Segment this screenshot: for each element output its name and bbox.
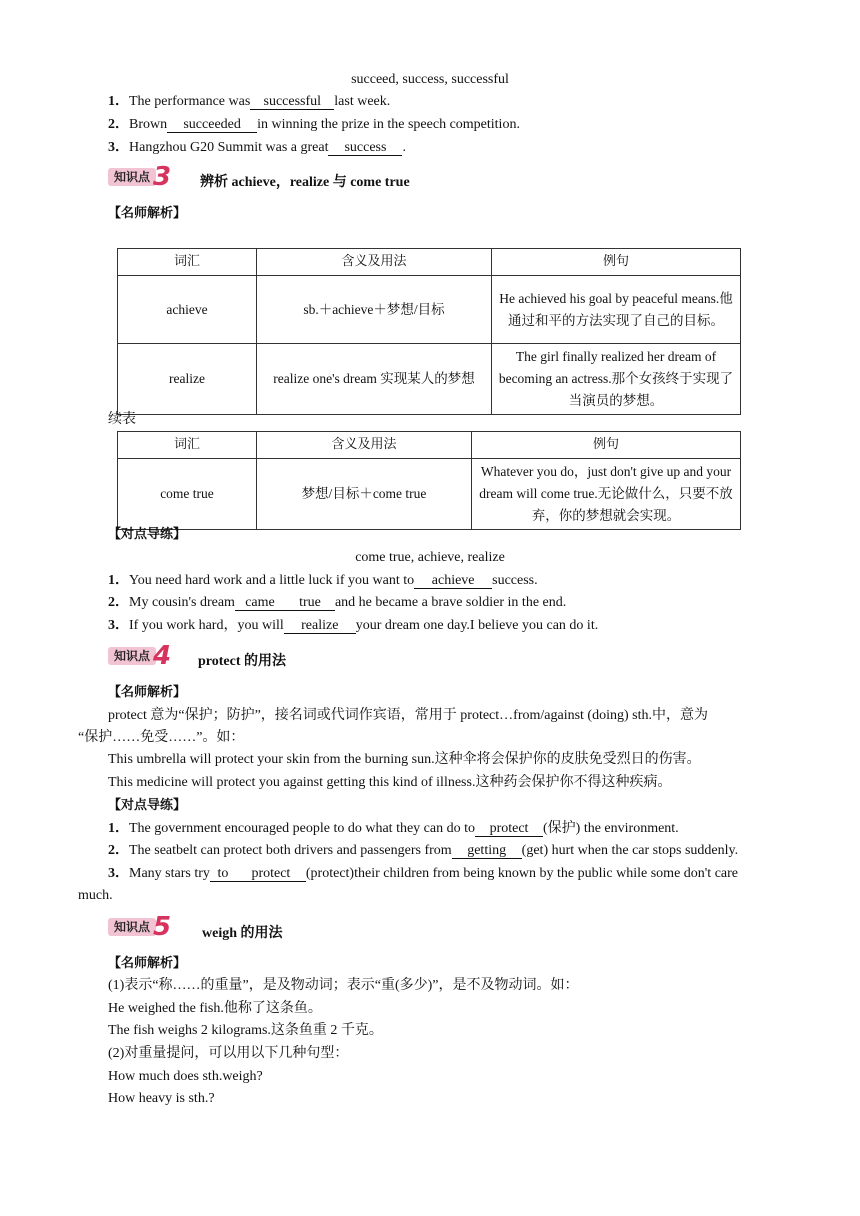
explanation-text: protect 意为“保护；防护”，接名词或代词作宾语，常用于 protect…from/against (doing) sth.中，意为 — [108, 708, 708, 723]
analysis-label: 【名师解析】 — [108, 685, 187, 700]
badge-number: 3 — [153, 162, 172, 192]
badge-label: 知识点 — [108, 647, 156, 665]
answer-blank[interactable]: success — [328, 140, 402, 156]
item-text: your dream one day.I believe you can do it. — [355, 618, 599, 633]
item-text: last week. — [334, 94, 391, 109]
item-text: Brown — [129, 117, 168, 132]
item-text: Hangzhou G20 Summit was a great — [129, 140, 329, 155]
answer-blank[interactable]: protect — [236, 866, 306, 882]
table-header-row — [118, 249, 741, 276]
header-cell: 词汇 — [118, 249, 257, 276]
table-header-row — [118, 432, 741, 459]
item-text: You need hard work and a little luck if you want to — [129, 573, 415, 588]
explanation-text: “保护……免受……”。如： — [78, 730, 245, 745]
item-text: (get) hurt when the car stops suddenly. — [521, 843, 739, 858]
exercise-item — [108, 842, 738, 860]
vocab-table — [117, 248, 741, 415]
item-text: The performance was — [129, 94, 251, 109]
answer-blank[interactable]: true — [285, 595, 335, 611]
exercise-item — [108, 865, 738, 883]
example-sentence: He weighed the fish.他称了这条鱼。 — [108, 1001, 322, 1016]
sentence-pattern: How heavy is sth.? — [108, 1091, 215, 1106]
knowledge-point-badge — [108, 641, 172, 671]
exercise-item — [108, 572, 538, 590]
practice-label: 【对点导练】 — [108, 527, 187, 542]
answer-blank[interactable]: succeeded — [167, 117, 257, 133]
exercise-item — [108, 617, 598, 635]
knowledge-point-title: protect 的用法 — [198, 654, 286, 669]
knowledge-point-badge — [108, 162, 172, 192]
answer-blank[interactable]: to — [210, 866, 236, 882]
knowledge-point-title: weigh 的用法 — [202, 926, 283, 941]
item-text: The government encouraged people to do what they can do to — [129, 821, 475, 836]
practice-label: 【对点导练】 — [108, 798, 187, 813]
item-number: 3． — [108, 618, 129, 633]
exercise-item — [108, 93, 390, 111]
header-cell: 含义及用法 — [257, 249, 492, 276]
exercise-item-continued: much. — [78, 888, 113, 903]
item-number: 1． — [108, 573, 129, 588]
badge-number: 5 — [153, 912, 172, 942]
item-text: Many stars try — [129, 866, 210, 881]
item-text: . — [402, 140, 406, 155]
item-number: 2． — [108, 843, 129, 858]
answer-blank[interactable]: achieve — [414, 573, 492, 589]
table-row — [118, 344, 741, 415]
usage-cell: 梦想/目标＋come true — [257, 459, 472, 530]
word-cell: come true — [118, 459, 257, 530]
usage-cell: realize one's dream 实现某人的梦想 — [257, 344, 492, 415]
item-number: 1． — [108, 94, 129, 109]
badge-label: 知识点 — [108, 918, 156, 936]
word-list-1: succeed, success, successful — [351, 72, 509, 87]
example-cn: 他通过和平的方法实现了自己的目标。 — [508, 290, 733, 328]
item-number: 1． — [108, 821, 129, 836]
exercise-item — [108, 594, 566, 612]
explanation-text: (1)表示“称……的重量”，是及物动词；表示“重(多少)”，是不及物动词。如： — [108, 978, 579, 993]
header-cell: 例句 — [492, 249, 741, 276]
knowledge-point-badge — [108, 912, 172, 942]
item-number: 3． — [108, 866, 129, 881]
analysis-label: 【名师解析】 — [108, 206, 187, 221]
table-row — [118, 276, 741, 344]
example-sentence: This medicine will protect you against getting this kind of illness.这种药会保护你不得这种疾病。 — [108, 775, 672, 790]
badge-label: 知识点 — [108, 168, 156, 186]
example-en: The girl finally realized her dream of becoming an actress. — [498, 349, 717, 386]
example-en: Whatever you do，just don't give up and your dream will come true. — [479, 464, 732, 501]
example-cell — [492, 344, 741, 415]
badge-number: 4 — [153, 641, 172, 671]
item-number: 3． — [108, 140, 129, 155]
example-cn: 那个女孩终于实现了当演员的梦想。 — [568, 371, 734, 408]
item-text: (保护) the environment. — [543, 821, 679, 836]
exercise-item — [108, 116, 520, 134]
item-text: If you work hard，you will — [129, 618, 284, 633]
knowledge-point-title: 辨析 achieve，realize 与 come true — [200, 175, 410, 190]
usage-cell: sb.＋achieve＋梦想/目标 — [257, 276, 492, 344]
answer-blank[interactable]: realize — [284, 618, 356, 634]
word-cell: achieve — [118, 276, 257, 344]
word-list-2: come true, achieve, realize — [355, 550, 505, 565]
word-cell: realize — [118, 344, 257, 415]
header-cell: 词汇 — [118, 432, 257, 459]
vocab-table-continued — [117, 431, 741, 530]
continued-label: 续表 — [108, 412, 136, 427]
example-cell — [492, 276, 741, 344]
item-text: success. — [492, 573, 538, 588]
example-en: He achieved his goal by peaceful means. — [499, 290, 720, 306]
example-cn: 无论做什么，只要不放弃，你的梦想就会实现。 — [531, 486, 733, 523]
item-number: 2． — [108, 595, 129, 610]
item-text: (protect)their children from being known by the public while some don't care — [305, 866, 739, 881]
answer-blank[interactable]: getting — [452, 843, 522, 859]
answer-blank[interactable]: came — [235, 595, 285, 611]
example-cell — [472, 459, 741, 530]
item-number: 2． — [108, 117, 129, 132]
item-text: My cousin's dream — [129, 595, 235, 610]
header-cell: 含义及用法 — [257, 432, 472, 459]
answer-blank[interactable]: protect — [475, 821, 543, 837]
analysis-label: 【名师解析】 — [108, 956, 187, 971]
example-sentence: The fish weighs 2 kilograms.这条鱼重 2 千克。 — [108, 1023, 383, 1038]
answer-blank[interactable]: successful — [250, 94, 334, 110]
header-cell: 例句 — [472, 432, 741, 459]
example-sentence: This umbrella will protect your skin from the burning sun.这种伞将会保护你的皮肤免受烈日的伤害。 — [108, 752, 701, 767]
explanation-text: (2)对重量提问，可以用以下几种句型： — [108, 1046, 349, 1061]
table-row — [118, 459, 741, 530]
item-text: and he became a brave soldier in the end. — [334, 595, 567, 610]
exercise-item — [108, 139, 406, 157]
sentence-pattern: How much does sth.weigh? — [108, 1069, 263, 1084]
item-text: The seatbelt can protect both drivers and passengers from — [129, 843, 452, 858]
item-text: in winning the prize in the speech competition. — [257, 117, 520, 132]
exercise-item — [108, 820, 679, 838]
